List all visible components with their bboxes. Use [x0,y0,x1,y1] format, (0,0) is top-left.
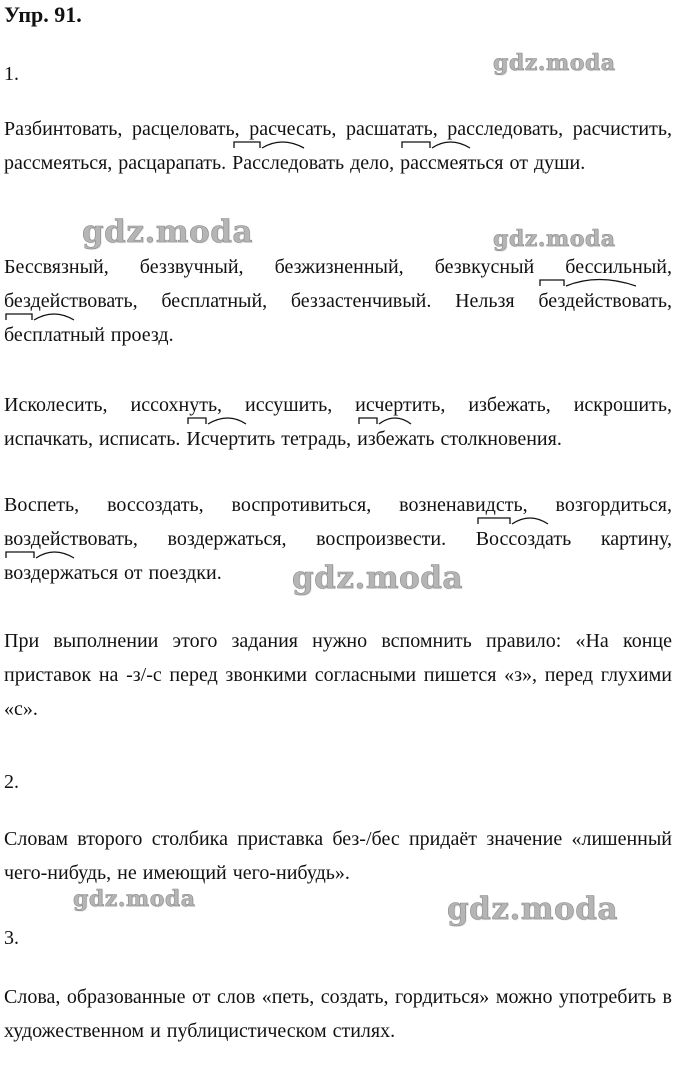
section-number: 3. [4,927,19,949]
sentence-text: от поездки. [124,562,222,584]
exercise-title: Упр. 91. [4,2,82,27]
paragraph-section-3: Слова, образованные от слов «петь, создать, гордиться» можно употребить в художественном и публицистическом стилях. [4,986,672,1042]
paragraph-3 [4,388,672,456]
parsed-word: Воссоздать [476,522,572,556]
parsed-word: Расследовать [232,146,344,180]
section-number: 1. [4,63,19,85]
morpheme-marks [476,516,586,526]
paragraph-1 [4,112,672,180]
parsed-word: бездействовать, [538,284,672,318]
word-list: Воспеть, воссоздать, воспротивиться, возненавидсть, возгордиться, воздействовать, воздержаться, воспроизвести. [4,494,672,550]
paragraph-section-2: Словам второго столбика приставка без-/бес придаёт значение «лишенный чего-нибудь, не имеющий чего-нибудь». [4,828,672,884]
watermark: gdz.moda [493,226,616,252]
morpheme-marks [232,140,352,150]
morpheme-marks [4,550,124,560]
parsed-word: избежать [357,422,434,456]
sentence-text: от души. [509,152,586,174]
parsed-word: воздержаться [4,556,118,590]
parsed-word: Исчертить [186,422,275,456]
sentence-text: проезд. [110,324,174,346]
morpheme-marks [186,416,286,426]
watermark: gdz.moda [82,214,253,250]
watermark: gdz.moda [292,560,463,596]
word-list: Бессвязный, беззвучный, безжизненный, безвкусный бессильный, бездействовать, бесплатный, беззастенчивый. Нельзя [4,256,672,312]
watermark: gdz.moda [447,891,618,927]
paragraph-4 [4,488,672,590]
paragraph-5-rule: При выполнении этого задания нужно вспомнить правило: «На конце приставок на -з/-с перед звонкими согласными пишется «з», перед глухими «с». [4,630,672,720]
morpheme-marks [400,140,520,150]
section-number: 2. [4,771,19,793]
parsed-word: бесплатный [4,318,105,352]
word-list: Исколесить, иссохнуть, иссушить, исчертить, избежать, искрошить, испачкать, исписать. [4,394,672,450]
sentence-text: картину, [600,528,673,550]
sentence-text: дело, [350,152,395,174]
word-list: Разбинтовать, расцеловать, расчесать, расшатать, расследовать, расчистить, рассмеяться, расцарапать. [4,118,672,174]
sentence-text: тетрадь, [281,428,352,450]
paragraph-2 [4,250,672,352]
parsed-word: рассмеяться [400,146,503,180]
morpheme-marks [4,312,114,322]
morpheme-marks [538,278,677,288]
sentence-text: столкновения. [440,428,562,450]
morpheme-marks [357,416,457,426]
watermark: gdz.moda [493,50,616,76]
watermark: gdz.moda [73,886,196,912]
